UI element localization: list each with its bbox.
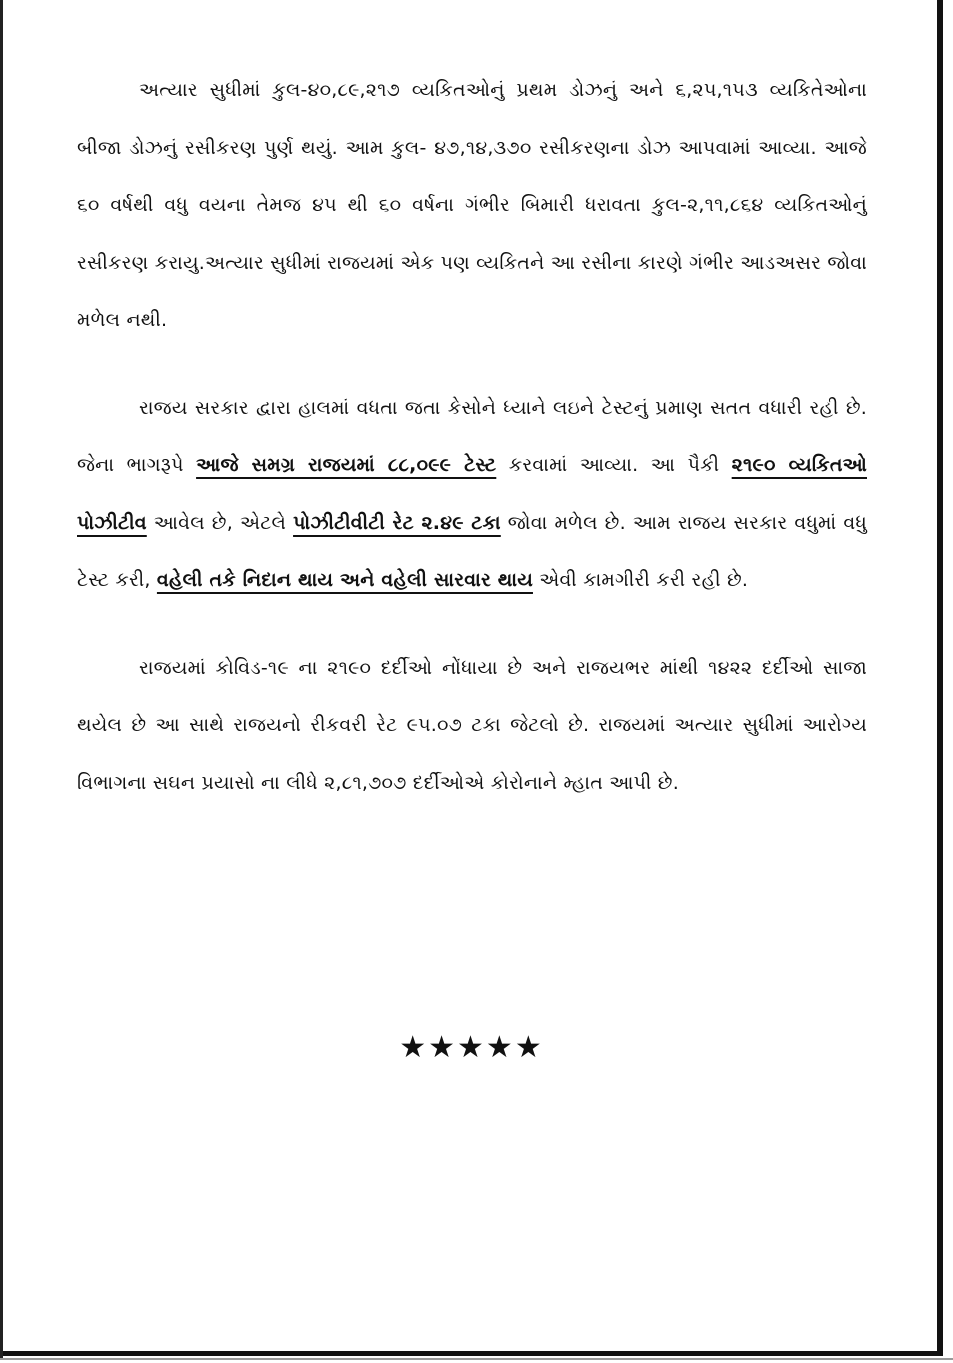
paragraph-testing-text-4: જોવા મળેલ છે. આમ રાજય સરકાર વધુમાં વધુ ટેસ્ટ કરી, (77, 511, 867, 591)
paragraph-recovery: રાજયમાં કોવિડ-૧૯ ના ૨૧૯૦ દર્દીઓ નોંધાયા છે અને રાજયભર માંથી ૧૪૨૨ દર્દીઓ સાજા થયેલ છે આ સાથે રાજયનો રીકવરી રેટ ૯૫.૦૭ ટકા જેટલો છે. રાજયમાં અત્યાર સુધીમાં આરોગ્ય વિભાગના સઘન પ્રયાસો ના લીધે ૨,૮૧,૭૦૭ દર્દીઓએ કોરોનાને મ્હાત આપી છે. (77, 656, 867, 794)
highlight-tests-today: આજે સમગ્ર રાજયમાં ૮૮,૦૯૯ ટેસ્ટ (196, 454, 497, 476)
paragraph-testing (77, 380, 867, 610)
paragraph-testing-text-5: એવી કામગીરી કરી રહી છે. (532, 569, 749, 591)
highlight-positivity-rate: પોઝીટીવીટી રેટ ૨.૪૯ ટકા (293, 511, 501, 534)
highlight-early-diagnosis: વહેલી તકે નિદાન થાય અને વહેલી સારવાર થાય (156, 569, 533, 591)
page-left-edge (0, 0, 3, 1358)
paragraph-testing-text-1: રાજય સરકાર દ્વારા હાલમાં વધતા જતા કેસોને ધ્યાને લઇને ટેસ્ટનું પ્રમાણ સતત વધારી રહી છે. જેના ભાગરૂપે (77, 396, 867, 476)
document-body (77, 62, 867, 842)
paragraph-testing-text-2: કરવામાં આવ્યા. આ પૈકી (496, 454, 732, 476)
paragraph-testing-text-3: આવેલ છે, એટલે (146, 511, 294, 534)
paragraph-vaccination: અત્યાર સુધીમાં કુલ-૪૦,૮૯,૨૧૭ વ્યકિતઓનું પ્રથમ ડોઝનું અને ૬,૨૫,૧૫૩ વ્યકિતેઓના બીજા ડોઝનું રસીકરણ પુર્ણ થયું. આમ કુલ- ૪૭,૧૪,૩૭૦ રસીકરણના ડોઝ આપવામાં આવ્યા. આજે ૬૦ વર્ષથી વધુ વયના તેમજ ૪૫ થી ૬૦ વર્ષના ગંભીર બિમારી ધરાવતા કુલ-૨,૧૧,૮૬૪ વ્યકિતઓનું રસીકરણ કરાયુ.અત્યાર સુધીમાં રાજયમાં એક પણ વ્યકિતને આ રસીના કારણે ગંભીર આડઅસર જોવા મળેલ નથી. (77, 79, 867, 331)
footer-stars: ★★★★★ (399, 1030, 544, 1065)
page-bottom-edge (0, 1358, 953, 1360)
highlight-positive-cases: ૨૧૯૦ વ્યકિતઓ પોઝીટીવ (77, 454, 867, 534)
